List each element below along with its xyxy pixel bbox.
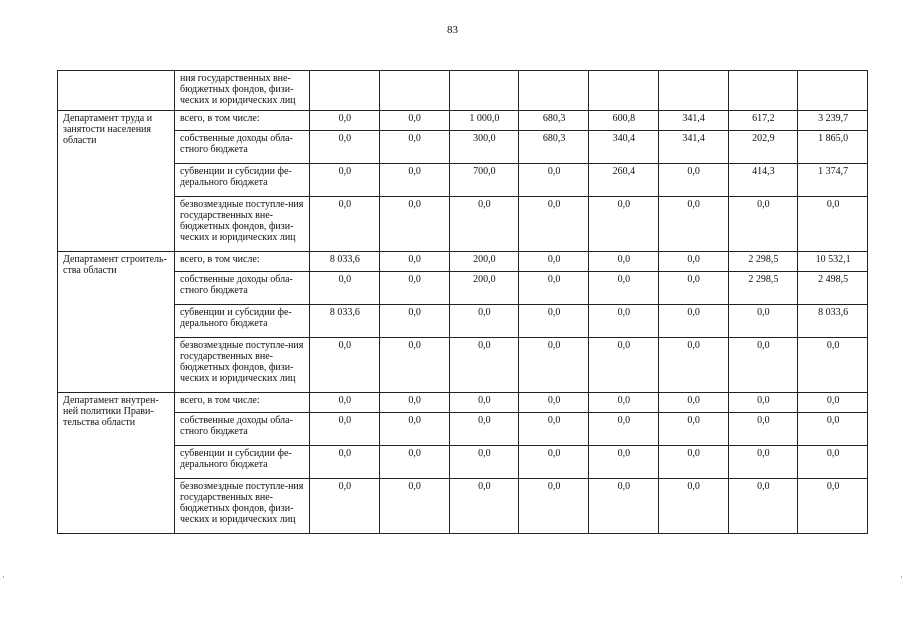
value-cell — [798, 71, 868, 111]
value-cell: 0,0 — [310, 111, 380, 131]
table-body — [58, 71, 868, 534]
value-cell: 0,0 — [379, 272, 449, 305]
table-row — [58, 252, 868, 272]
table-row — [58, 111, 868, 131]
table-row — [58, 338, 868, 393]
value-cell: 0,0 — [658, 413, 728, 446]
table-row — [58, 479, 868, 534]
value-cell: 0,0 — [519, 305, 589, 338]
value-cell: 0,0 — [728, 197, 798, 252]
value-cell: 680,3 — [519, 131, 589, 164]
value-cell: 0,0 — [589, 305, 659, 338]
value-cell: 0,0 — [310, 338, 380, 393]
value-cell: 0,0 — [310, 413, 380, 446]
value-cell: 1 865,0 — [798, 131, 868, 164]
value-cell: 8 033,6 — [310, 252, 380, 272]
source-cell: субвенции и субсидии фе-дерального бюджета — [175, 164, 310, 197]
value-cell: 0,0 — [658, 164, 728, 197]
department-name: Департамент строитель-ства области — [58, 252, 175, 393]
value-cell: 0,0 — [519, 393, 589, 413]
value-cell: 341,4 — [658, 131, 728, 164]
value-cell: 0,0 — [658, 393, 728, 413]
value-cell: 0,0 — [728, 479, 798, 534]
value-cell: 0,0 — [798, 197, 868, 252]
table-row — [58, 305, 868, 338]
value-cell: 1 374,7 — [798, 164, 868, 197]
value-cell: 0,0 — [379, 393, 449, 413]
value-cell: 0,0 — [449, 197, 519, 252]
edge-mark-right: · — [900, 572, 903, 582]
value-cell: 0,0 — [310, 272, 380, 305]
value-cell: 0,0 — [449, 413, 519, 446]
value-cell: 700,0 — [449, 164, 519, 197]
source-cell: собственные доходы обла-стного бюджета — [175, 131, 310, 164]
value-cell: 202,9 — [728, 131, 798, 164]
value-cell: 200,0 — [449, 252, 519, 272]
department-name: Департамент труда и занятости населения области — [58, 111, 175, 252]
value-cell: 0,0 — [589, 197, 659, 252]
edge-mark-left: · — [2, 572, 5, 582]
source-cell: собственные доходы обла-стного бюджета — [175, 413, 310, 446]
source-cell: субвенции и субсидии фе-дерального бюджета — [175, 305, 310, 338]
table-row — [58, 393, 868, 413]
continuation-row — [58, 71, 868, 111]
value-cell: 0,0 — [449, 393, 519, 413]
value-cell: 8 033,6 — [798, 305, 868, 338]
dept-cell-empty — [58, 71, 175, 111]
table-row — [58, 131, 868, 164]
source-cell: всего, в том числе: — [175, 393, 310, 413]
value-cell: 0,0 — [519, 479, 589, 534]
value-cell: 0,0 — [798, 393, 868, 413]
value-cell — [728, 71, 798, 111]
value-cell: 341,4 — [658, 111, 728, 131]
value-cell: 0,0 — [379, 446, 449, 479]
source-cell: всего, в том числе: — [175, 111, 310, 131]
value-cell: 0,0 — [798, 338, 868, 393]
value-cell: 617,2 — [728, 111, 798, 131]
source-cell: собственные доходы обла-стного бюджета — [175, 272, 310, 305]
value-cell: 0,0 — [519, 164, 589, 197]
value-cell: 680,3 — [519, 111, 589, 131]
value-cell: 0,0 — [379, 131, 449, 164]
value-cell: 0,0 — [310, 479, 380, 534]
value-cell: 8 033,6 — [310, 305, 380, 338]
value-cell: 0,0 — [449, 305, 519, 338]
value-cell: 2 298,5 — [728, 252, 798, 272]
value-cell: 0,0 — [589, 272, 659, 305]
value-cell: 0,0 — [310, 131, 380, 164]
value-cell: 0,0 — [519, 197, 589, 252]
value-cell: 0,0 — [589, 479, 659, 534]
value-cell: 0,0 — [449, 479, 519, 534]
value-cell: 300,0 — [449, 131, 519, 164]
value-cell: 0,0 — [728, 413, 798, 446]
table-row — [58, 446, 868, 479]
value-cell: 0,0 — [310, 393, 380, 413]
value-cell: 0,0 — [589, 413, 659, 446]
value-cell: 0,0 — [310, 197, 380, 252]
value-cell: 0,0 — [658, 446, 728, 479]
source-cell: безвозмездные поступле-ния государственных вне-бюджетных фондов, физи-ческих и юридических лиц — [175, 338, 310, 393]
value-cell: 0,0 — [519, 338, 589, 393]
value-cell: 0,0 — [658, 338, 728, 393]
table-row — [58, 413, 868, 446]
source-cell: всего, в том числе: — [175, 252, 310, 272]
value-cell: 0,0 — [798, 413, 868, 446]
value-cell: 0,0 — [728, 446, 798, 479]
value-cell: 2 498,5 — [798, 272, 868, 305]
value-cell: 0,0 — [379, 413, 449, 446]
value-cell — [379, 71, 449, 111]
value-cell: 0,0 — [589, 393, 659, 413]
source-cell: ния государственных вне-бюджетных фондов, физи-ческих и юридических лиц — [175, 71, 310, 111]
value-cell — [310, 71, 380, 111]
value-cell: 0,0 — [379, 305, 449, 338]
value-cell: 0,0 — [519, 446, 589, 479]
value-cell: 0,0 — [379, 197, 449, 252]
value-cell: 414,3 — [728, 164, 798, 197]
value-cell: 0,0 — [310, 164, 380, 197]
value-cell — [589, 71, 659, 111]
value-cell: 1 000,0 — [449, 111, 519, 131]
value-cell: 10 532,1 — [798, 252, 868, 272]
value-cell: 0,0 — [589, 446, 659, 479]
table-row — [58, 272, 868, 305]
source-cell: безвозмездные поступле-ния государственных вне-бюджетных фондов, физи-ческих и юридических лиц — [175, 479, 310, 534]
value-cell: 0,0 — [658, 252, 728, 272]
value-cell — [519, 71, 589, 111]
value-cell: 3 239,7 — [798, 111, 868, 131]
page-number: 83 — [447, 24, 458, 36]
value-cell: 200,0 — [449, 272, 519, 305]
value-cell: 0,0 — [519, 272, 589, 305]
value-cell: 260,4 — [589, 164, 659, 197]
budget-table — [57, 70, 868, 534]
value-cell: 0,0 — [519, 413, 589, 446]
value-cell: 0,0 — [798, 446, 868, 479]
value-cell: 0,0 — [728, 393, 798, 413]
value-cell: 0,0 — [798, 479, 868, 534]
value-cell: 0,0 — [519, 252, 589, 272]
value-cell: 2 298,5 — [728, 272, 798, 305]
value-cell: 0,0 — [379, 338, 449, 393]
value-cell: 0,0 — [379, 164, 449, 197]
value-cell: 0,0 — [589, 252, 659, 272]
value-cell: 0,0 — [379, 252, 449, 272]
value-cell: 0,0 — [658, 197, 728, 252]
source-cell: безвозмездные поступле-ния государственных вне-бюджетных фондов, физи-ческих и юридических лиц — [175, 197, 310, 252]
value-cell — [658, 71, 728, 111]
table-row — [58, 164, 868, 197]
value-cell: 340,4 — [589, 131, 659, 164]
source-cell: субвенции и субсидии фе-дерального бюджета — [175, 446, 310, 479]
value-cell — [449, 71, 519, 111]
value-cell: 0,0 — [449, 338, 519, 393]
table-row — [58, 197, 868, 252]
value-cell: 0,0 — [658, 479, 728, 534]
value-cell: 0,0 — [589, 338, 659, 393]
value-cell: 0,0 — [658, 305, 728, 338]
value-cell: 0,0 — [310, 446, 380, 479]
department-name: Департамент внутрен-ней политики Прави-тельства области — [58, 393, 175, 534]
value-cell: 0,0 — [379, 111, 449, 131]
value-cell: 0,0 — [449, 446, 519, 479]
value-cell: 0,0 — [728, 305, 798, 338]
value-cell: 0,0 — [379, 479, 449, 534]
value-cell: 0,0 — [728, 338, 798, 393]
value-cell: 0,0 — [658, 272, 728, 305]
value-cell: 600,8 — [589, 111, 659, 131]
